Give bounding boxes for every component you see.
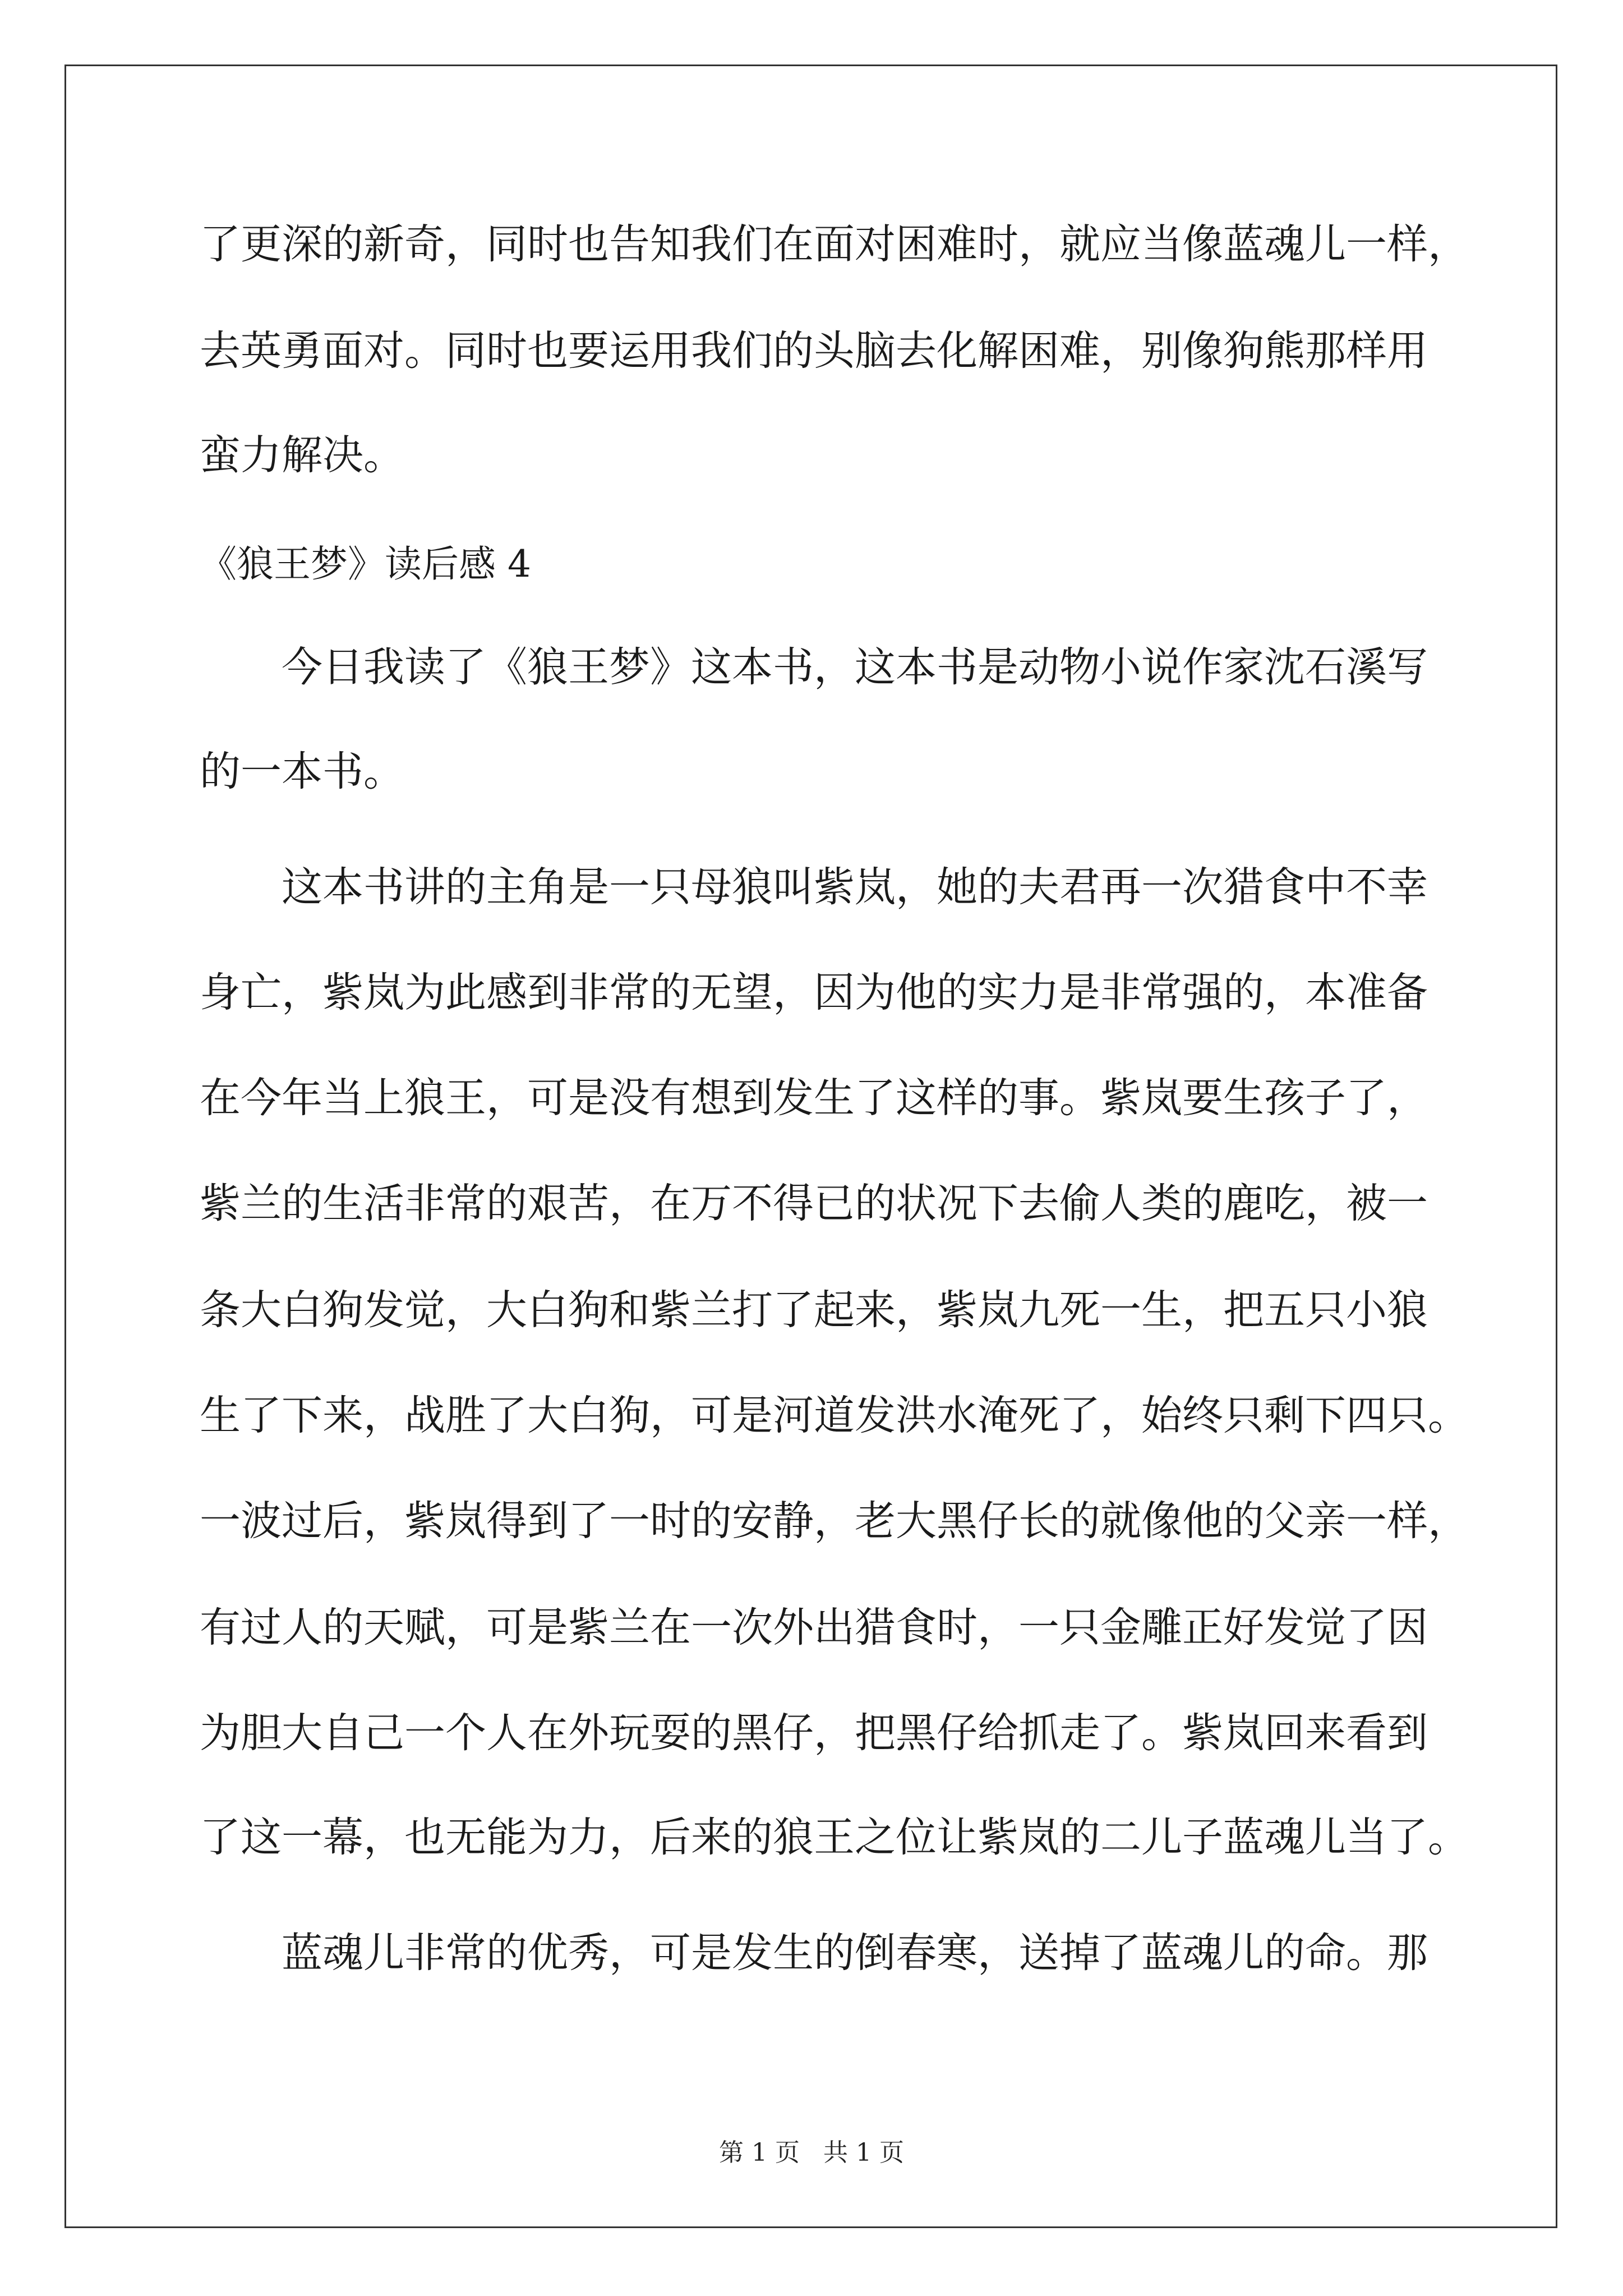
text-line: 这本书讲的主角是一只母狼叫紫岚，她的夫君再一次猎食中不幸 — [282, 863, 1428, 911]
text-line: 紫兰的生活非常的艰苦，在万不得已的状况下去偷人类的鹿吃，被一 — [200, 1180, 1428, 1227]
text-line: 了更深的新奇，同时也告知我们在面对困难时，就应当像蓝魂儿一样， — [200, 220, 1469, 268]
text-line: 条大白狗发觉，大白狗和紫兰打了起来，紫岚九死一生，把五只小狼 — [200, 1286, 1428, 1334]
text-line: 的一本书。 — [200, 748, 404, 795]
text-line: 一波过后，紫岚得到了一时的安静，老大黑仔长的就像他的父亲一样， — [200, 1497, 1469, 1545]
text-line: 身亡，紫岚为此感到非常的无望，因为他的实力是非常强的，本准备 — [200, 969, 1428, 1016]
text-line: 有过人的天赋，可是紫兰在一次外出猎食时，一只金雕正好发觉了因 — [200, 1604, 1428, 1651]
page-total: 共 1 页 — [823, 2138, 904, 2167]
text-line: 蓝魂儿非常的优秀，可是发生的倒春寒，送掉了蓝魂儿的命。那 — [282, 1929, 1428, 1977]
text-line: 今日我读了《狼王梦》这本书，这本书是动物小说作家沈石溪写 — [282, 643, 1428, 691]
section-heading: 《狼王梦》读后感 4 — [200, 542, 531, 586]
page-border — [64, 65, 1557, 2228]
page-number: 第 1 页 — [719, 2138, 800, 2167]
text-line: 为胆大自己一个人在外玩耍的黑仔，把黑仔给抓走了。紫岚回来看到 — [200, 1709, 1428, 1757]
text-line: 生了下来，战胜了大白狗，可是河道发洪水淹死了，始终只剩下四只。 — [200, 1392, 1469, 1439]
text-line: 蛮力解决。 — [200, 431, 404, 479]
text-line: 在今年当上狼王，可是没有想到发生了这样的事。紫岚要生孩子了， — [200, 1074, 1428, 1122]
text-line: 了这一幕，也无能为力，后来的狼王之位让紫岚的二儿子蓝魂儿当了。 — [200, 1814, 1469, 1861]
page-footer — [0, 2136, 1623, 2170]
text-line: 去英勇面对。同时也要运用我们的头脑去化解困难，别像狗熊那样用 — [200, 327, 1428, 375]
